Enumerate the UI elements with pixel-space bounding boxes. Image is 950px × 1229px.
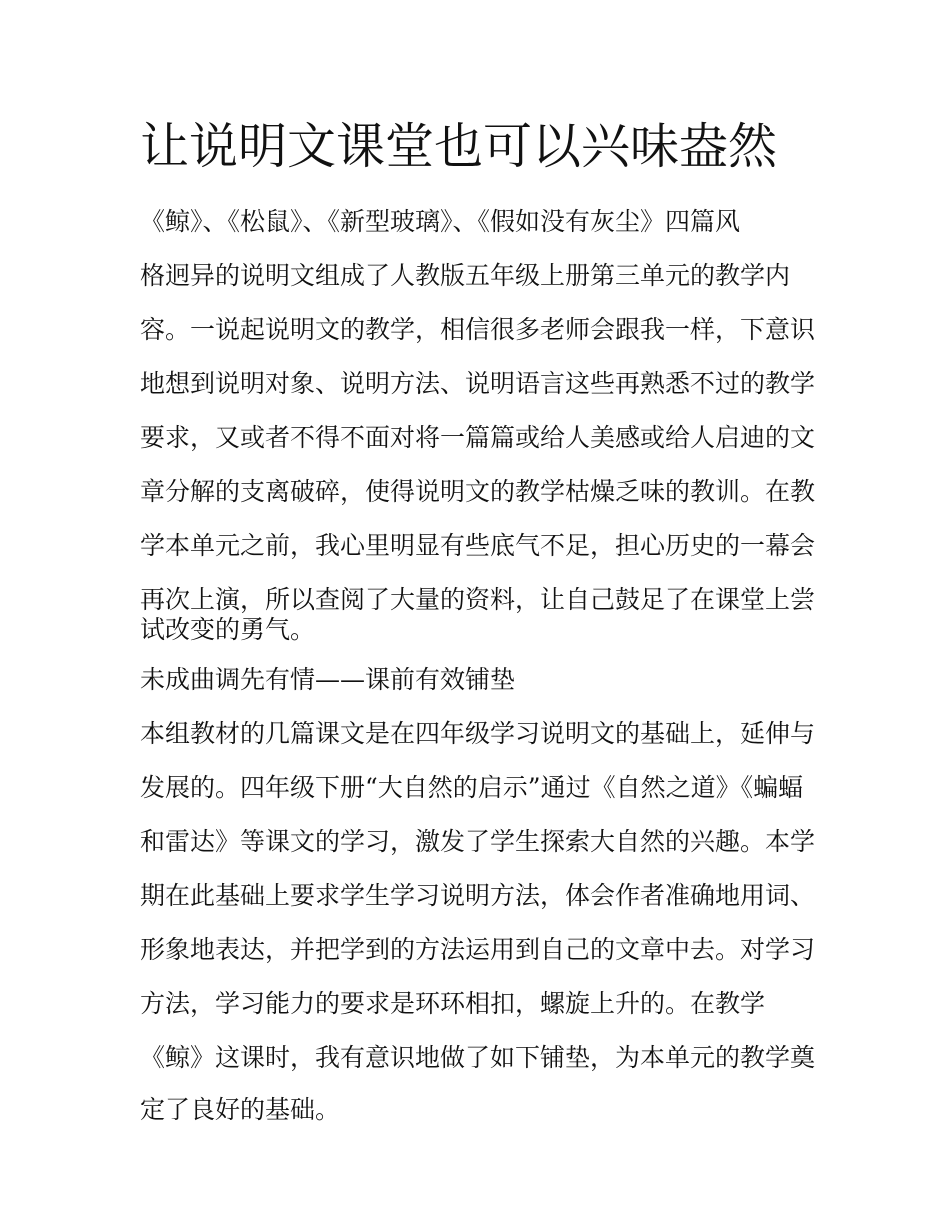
text-line: 定了良好的基础。	[140, 1095, 341, 1124]
text-line: 《鲸》、《松鼠》、《新型玻璃》、《假如没有灰尘》四篇风	[140, 207, 741, 236]
text-line: 格迥异的说明文组成了人教版五年级上册第三单元的教学内	[140, 261, 791, 290]
text-line: 发展的。四年级下册“大自然的启示”通过《自然之道》《蝙蝠	[140, 773, 804, 802]
text-line: 地想到说明对象、说明方法、说明语言这些再熟悉不过的教学	[140, 369, 816, 398]
text-line: 本组教材的几篇课文是在四年级学习说明文的基础上，延伸与	[140, 719, 816, 748]
text-line: 和雷达》等课文的学习，激发了学生探索大自然的兴趣。本学	[140, 827, 816, 856]
text-line: 要求，又或者不得不面对将一篇篇或给人美感或给人启迪的文	[140, 423, 816, 452]
text-line: 章分解的支离破碎，使得说明文的教学枯燥乏味的教训。在教	[140, 477, 816, 506]
text-line: 学本单元之前，我心里明显有些底气不足，担心历史的一幕会	[140, 531, 816, 560]
text-line: 容。一说起说明文的教学，相信很多老师会跟我一样，下意识	[140, 315, 816, 344]
text-line: 形象地表达，并把学到的方法运用到自己的文章中去。对学习	[140, 935, 816, 964]
text-line: 再次上演，所以查阅了大量的资料，让自己鼓足了在课堂上尝	[140, 585, 816, 614]
section-heading: 未成曲调先有情——课前有效铺垫	[140, 665, 516, 694]
text-line: 试改变的勇气。	[140, 615, 316, 644]
text-line: 期在此基础上要求学生学习说明方法，体会作者准确地用词、	[140, 881, 816, 910]
text-line: 《鲸》这课时，我有意识地做了如下铺垫，为本单元的教学奠	[140, 1043, 816, 1072]
document-title: 让说明文课堂也可以兴味盎然	[140, 118, 778, 175]
text-line: 方法，学习能力的要求是环环相扣，螺旋上升的。在教学	[140, 989, 766, 1018]
